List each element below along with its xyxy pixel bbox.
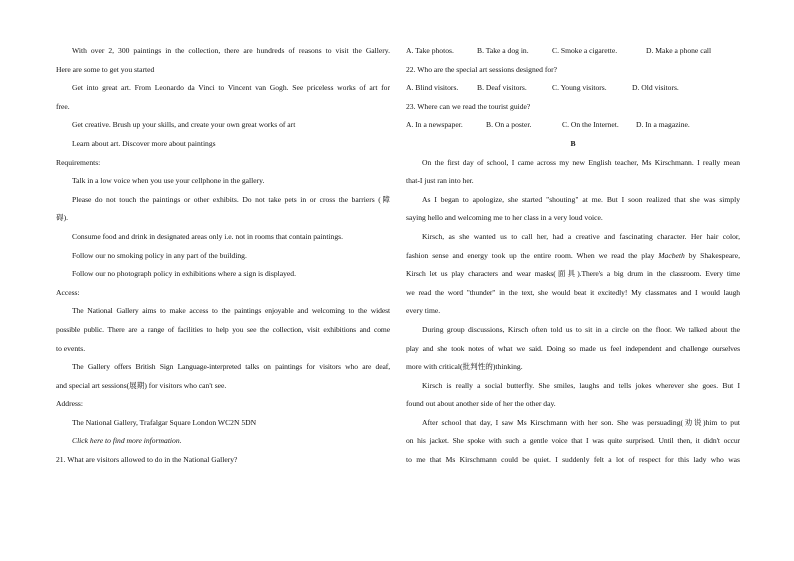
requirement-line: Follow our no photograph policy in exhibitions where a sign is displayed. [72, 269, 296, 279]
q22-option-b[interactable]: B. Deaf visitors. [477, 83, 527, 93]
passage-line [406, 247, 740, 266]
passage-line: to me that Ms Kirschmann could be quiet. I suddenly felt a lot of respect for this lady who was [406, 455, 740, 465]
passage-line: Kirsch, as she wanted us to call her, had a creative and fascinating character. Her hair color, [422, 231, 740, 241]
address-heading: Address: [56, 399, 83, 409]
q21-option-a[interactable]: A. Take photos. [406, 46, 454, 55]
passage-line: found out about another side of her the other day. [406, 399, 556, 409]
passage-line: During group discussions, Kirsch often told us to sit in a circle on the floor. We talked about the [422, 324, 740, 334]
q22-options [406, 79, 740, 98]
requirement-line: Please do not touch the paintings or other exhibits. Do not take pets in or cross the barriers (障 [72, 194, 390, 204]
passage-line: we read the word "thunder" in the text, she would beat it excitedly! My classmates and I would laugh [406, 287, 740, 297]
passage-text: by Shakespeare, [684, 250, 740, 260]
q23-option-c[interactable]: C. On the Internet. [562, 120, 619, 130]
question-21: 21. What are visitors allowed to do in the National Gallery? [56, 455, 238, 465]
right-column [406, 42, 740, 470]
q21-options [406, 42, 740, 61]
passage-line: Kirsch is really a social butterfly. She smiles, laughs and tells jokes wherever she goes. But I [422, 380, 740, 390]
requirement-line: Talk in a low voice when you use your cellphone in the gallery. [72, 176, 265, 186]
reason-line: Get into great art. From Leonardo da Vinci to Vincent van Gogh. See priceless works of art for [72, 83, 390, 93]
access-line: The Gallery offers British Sign Language-interpreted talks on paintings for visitors who are deaf, [72, 362, 390, 372]
passage-line: more with critical(批判性的)thinking. [406, 362, 523, 372]
question-23: 23. Where can we read the tourist guide? [406, 101, 531, 111]
requirement-line: Consume food and drink in designated areas only i.e. not in rooms that contain paintings. [72, 231, 344, 241]
q23-options [406, 116, 740, 135]
question-22: 22. Who are the special art sessions designed for? [406, 64, 558, 74]
access-line: The National Gallery aims to make access to the paintings enjoyable and welcoming to the widest [72, 306, 390, 316]
passage-line: play and she took notes of what we said. Doing so made us feel independent and challenge ourselves [406, 343, 740, 353]
reason-line: free. [56, 101, 70, 111]
access-line: to events. [56, 343, 86, 353]
passage-line: every time. [406, 306, 441, 316]
passage-line: on his jacket. She spoke with such a gentle voice that I was quite surprised. Until then, it didn't occur [406, 436, 740, 446]
passage-line: saying hello and welcoming me to her class in a very loud voice. [406, 213, 603, 223]
passage-line: Kirsch let us play characters and wear masks(面具).There's a big drum in the classroom. Every time [406, 269, 740, 279]
q22-option-c[interactable]: C. Young visitors. [552, 83, 607, 93]
q22-option-a[interactable]: A. Blind visitors. [406, 83, 459, 93]
access-line: possible public. There are a range of facilities to help you see the collection, visit exhibitions and come [56, 324, 390, 334]
section-b-heading: B [570, 138, 576, 148]
q22-option-d[interactable]: D. Old visitors. [632, 83, 679, 93]
q21-option-c[interactable]: C. Smoke a cigarette. [552, 46, 618, 55]
requirement-line: 碍). [56, 213, 69, 223]
requirement-line: Follow our no smoking policy in any part of the building. [72, 250, 247, 260]
passage-text: fashion sense and energy took up the entire room. When we read the play [406, 250, 659, 260]
play-title: Macbeth [658, 250, 685, 260]
q23-option-d[interactable]: D. In a magazine. [636, 120, 690, 130]
requirements-heading: Requirements: [56, 157, 101, 167]
q23-option-a[interactable]: A. In a newspaper. [406, 120, 463, 130]
intro-line: With over 2, 300 paintings in the collection, there are hundreds of reasons to visit the Gallery. [72, 46, 390, 55]
address-line: The National Gallery, Trafalgar Square London WC2N 5DN [72, 417, 257, 427]
q21-option-d[interactable]: D. Make a phone call [646, 46, 712, 55]
q21-option-b[interactable]: B. Take a dog in. [477, 46, 529, 55]
passage-line: After school that day, I saw Ms Kirschmann with her son. She was persuading(劝说)him to put [422, 417, 740, 427]
more-info-link[interactable]: Click here to find more information. [72, 436, 182, 446]
left-column [56, 42, 390, 470]
access-heading: Access: [56, 287, 80, 297]
intro-line: Here are some to get you started [56, 64, 155, 74]
reason-line: Learn about art. Discover more about paintings [72, 138, 216, 148]
access-line: and special art sessions(展期) for visitors who can't see. [56, 380, 227, 390]
passage-line: On the first day of school, I came across my new English teacher, Ms Kirschmann. I really mean [422, 157, 740, 167]
passage-line: As I began to apologize, she started "shouting" at me. But I soon realized that she was simply [422, 194, 740, 204]
passage-line: that-I just ran into her. [406, 176, 474, 186]
q23-option-b[interactable]: B. On a poster. [486, 120, 532, 130]
reason-line: Get creative. Brush up your skills, and create your own great works of art [72, 120, 296, 130]
